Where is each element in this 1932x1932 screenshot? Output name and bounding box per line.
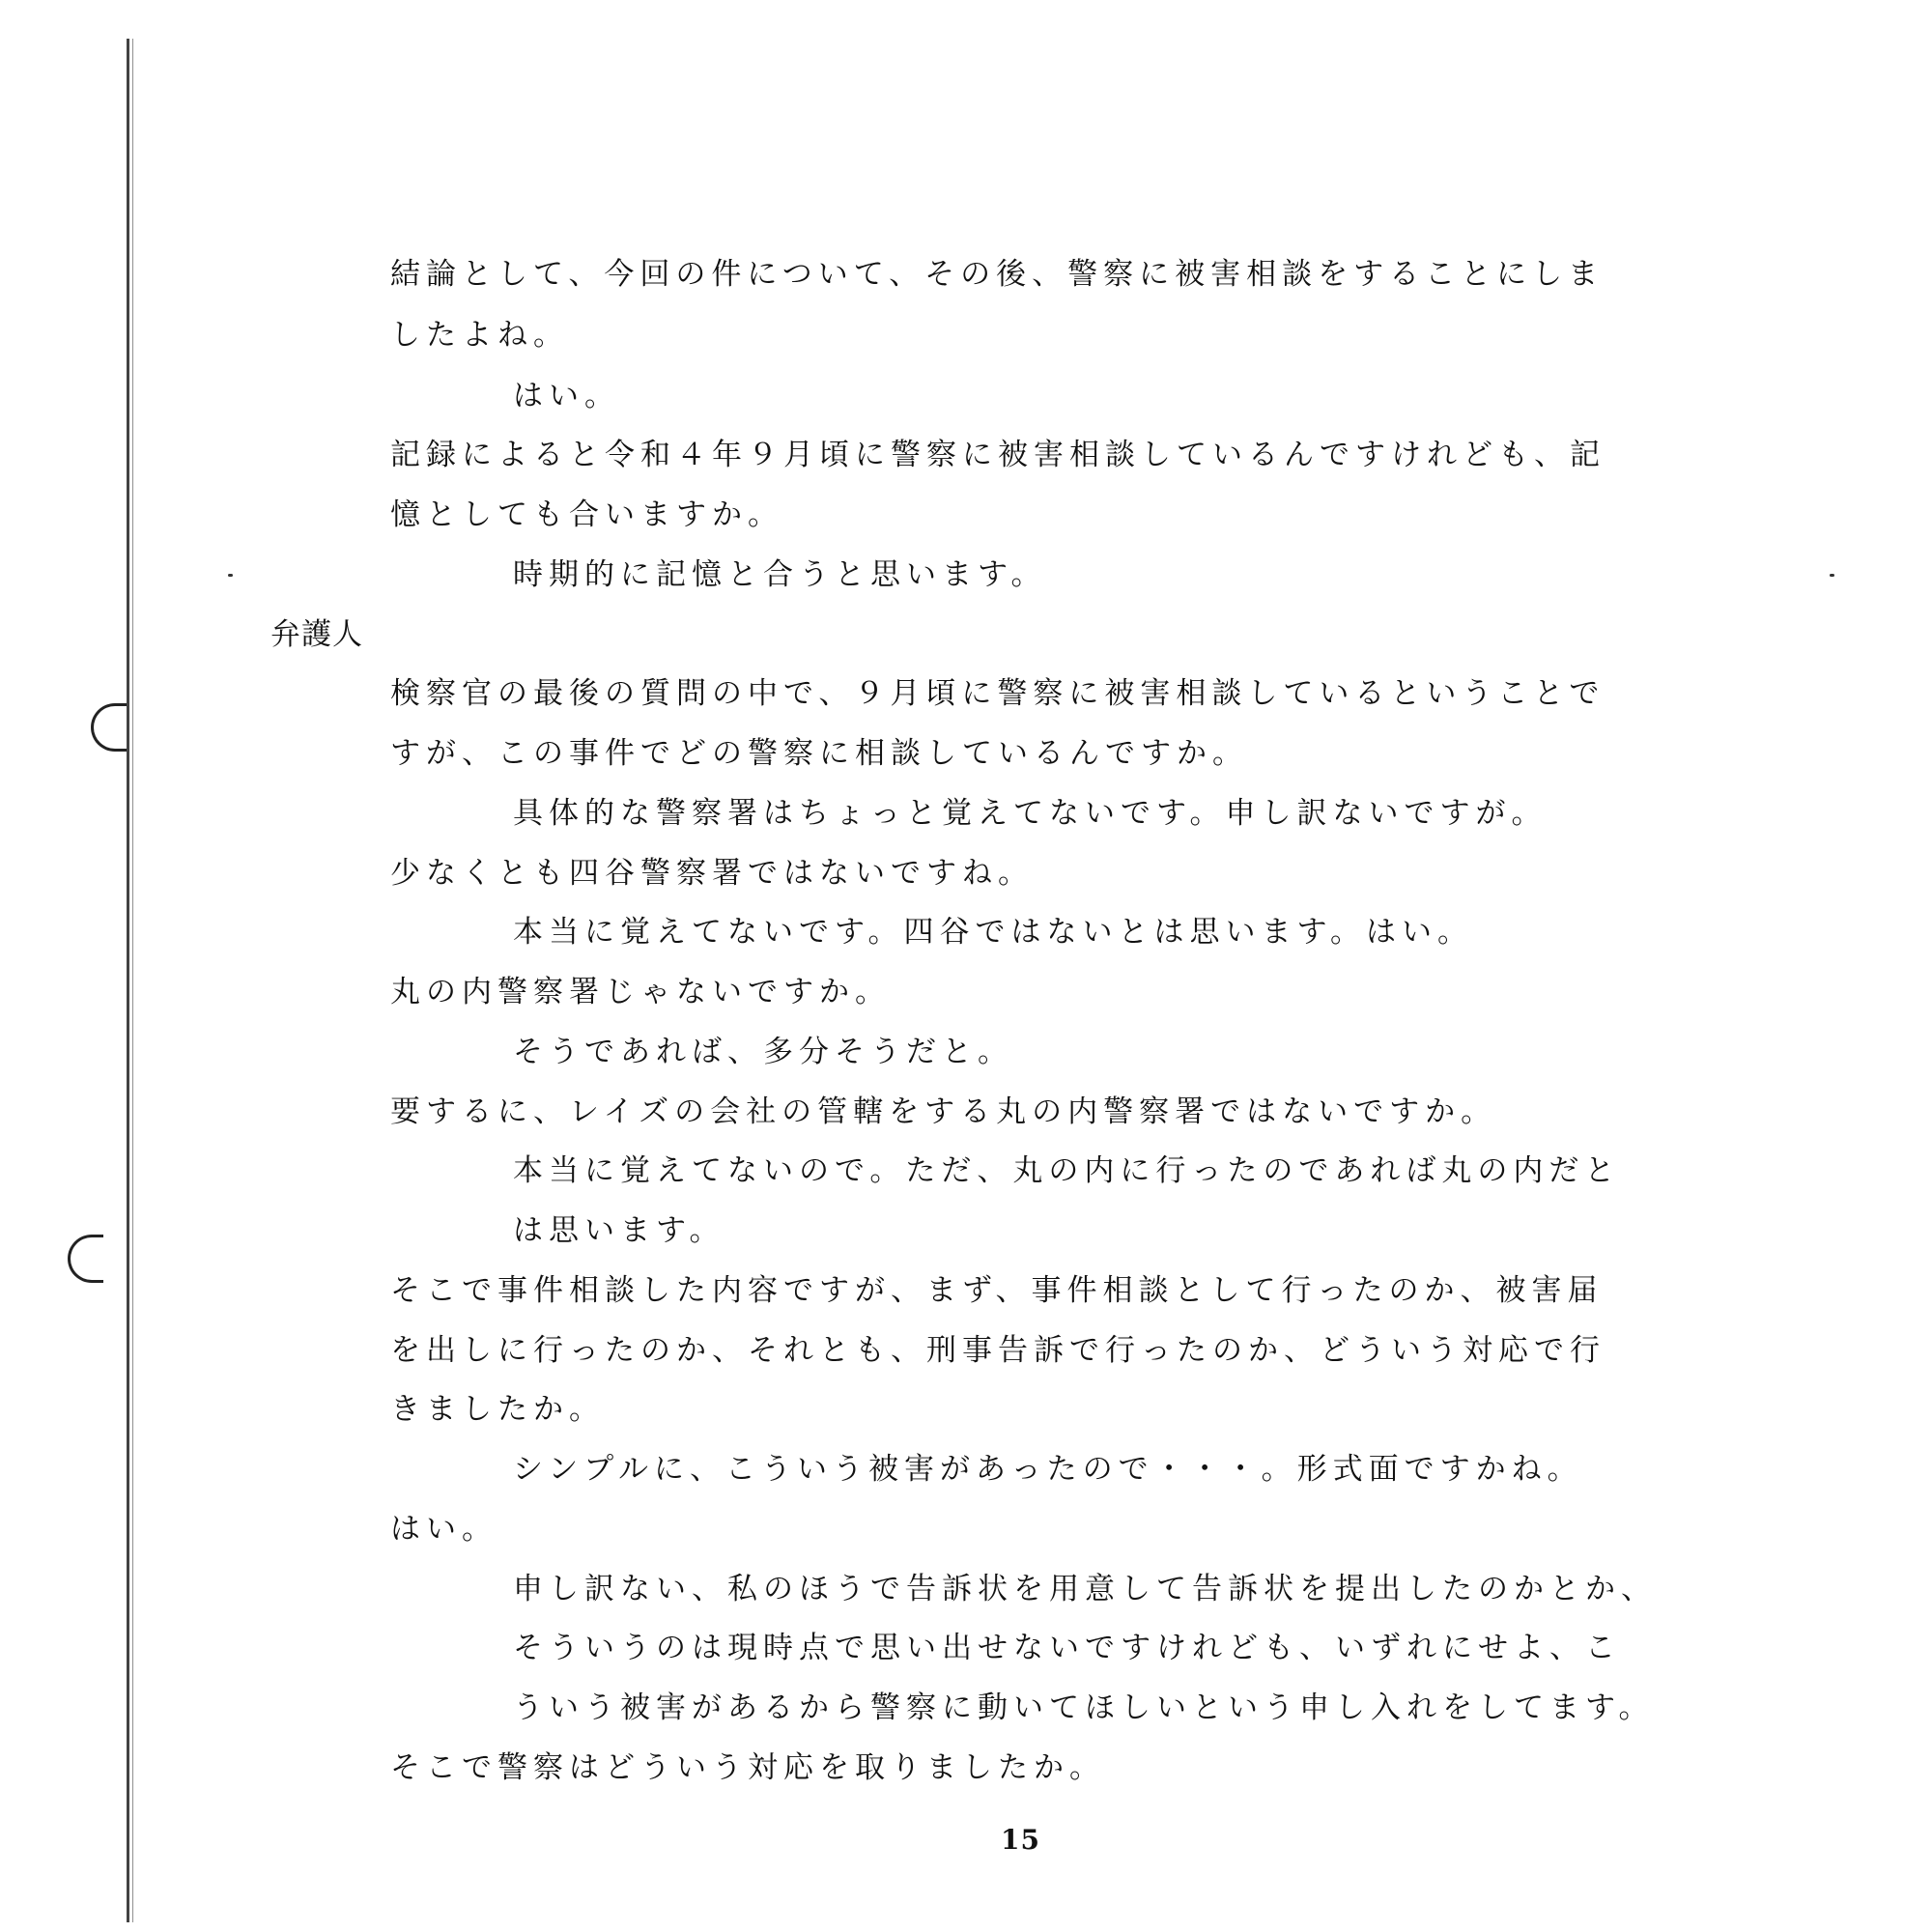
answer-line: 本当に覚えてないので。ただ、丸の内に行ったのであれば丸の内だと	[513, 1153, 1621, 1188]
question-line: 少なくとも四谷警察署ではないですね。	[390, 856, 1034, 891]
answer-line: シンプルに、こういう被害があったので・・・。形式面ですかね。	[513, 1452, 1583, 1487]
question-line: 記録によると令和４年９月頃に警察に被害相談しているんですけれども、記	[390, 438, 1605, 472]
question-line: 憶としても合いますか。	[390, 497, 783, 532]
answer-line: 具体的な警察署はちょっと覚えてないです。申し訳ないですが。	[513, 796, 1548, 831]
question-line: そこで警察はどういう対応を取りましたか。	[390, 1750, 1105, 1785]
answer-line: は思います。	[513, 1213, 725, 1248]
question-line: を出しに行ったのか、それとも、刑事告訴で行ったのか、どういう対応で行	[390, 1333, 1605, 1368]
question-line: すが、この事件でどの警察に相談しているんですか。	[390, 736, 1248, 771]
speaker-label: 弁護人	[270, 617, 363, 652]
answer-line: そうであれば、多分そうだと。	[513, 1035, 1013, 1069]
answer-line: そういうのは現時点で思い出せないですけれども、いずれにせよ、こ	[513, 1631, 1621, 1665]
question-line: そこで事件相談した内容ですが、まず、事件相談として行ったのか、被害届	[390, 1273, 1604, 1308]
question-line: 検察官の最後の質問の中で、９月頃に警察に被害相談しているということで	[390, 676, 1605, 711]
answer-line: 本当に覚えてないです。四谷ではないとは思います。はい。	[513, 915, 1474, 950]
answer-line: 申し訳ない、私のほうで告訴状を用意して告訴状を提出したのかとか、	[513, 1572, 1657, 1606]
answer-line: はい。	[513, 379, 620, 413]
question-line: きましたか。	[390, 1392, 605, 1427]
answer-line: ういう被害があるから警察に動いてほしいという申し入れをしてます。	[513, 1690, 1655, 1725]
question-line: はい。	[390, 1512, 497, 1547]
question-line: 丸の内警察署じゃないですか。	[390, 975, 891, 1009]
answer-line: 時期的に記憶と合うと思います。	[513, 557, 1047, 592]
question-line: 結論として、今回の件について、その後、警察に被害相談をすることにしま	[390, 257, 1605, 292]
page-number: 15	[1001, 1824, 1040, 1856]
question-line: したよね。	[390, 318, 569, 353]
question-line: 要するに、レイズの会社の管轄をする丸の内警察署ではないですか。	[390, 1094, 1497, 1129]
